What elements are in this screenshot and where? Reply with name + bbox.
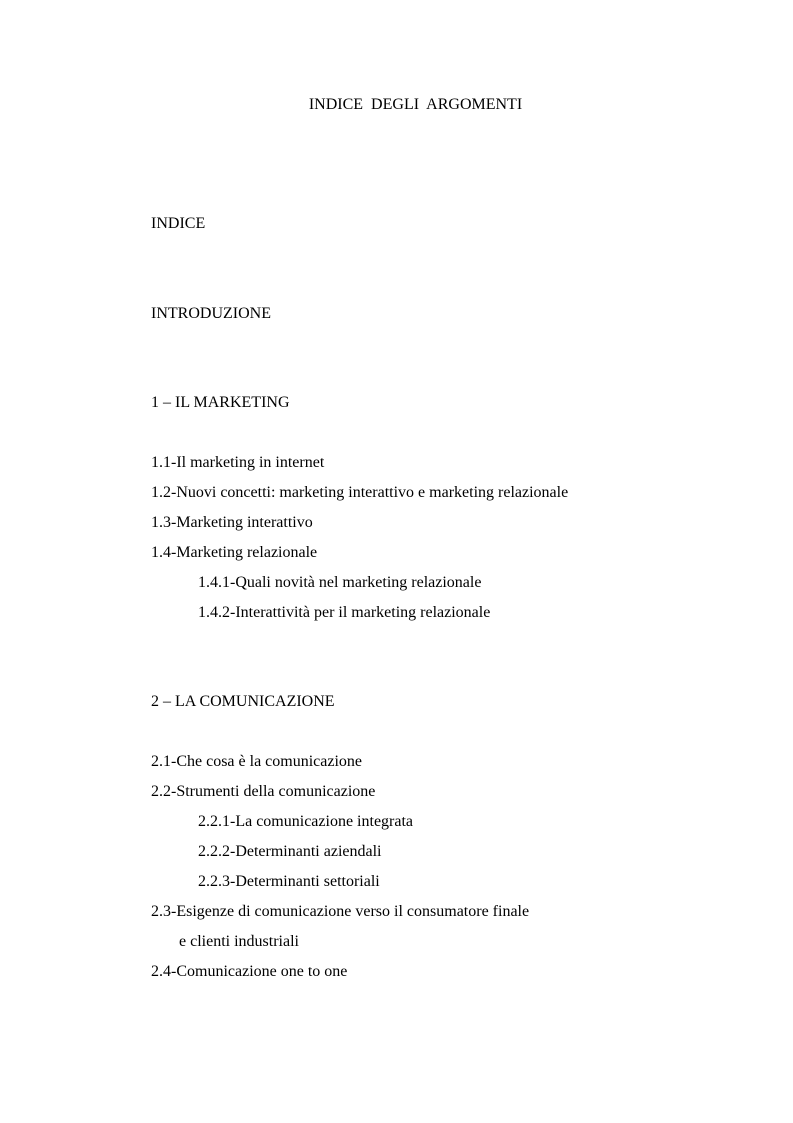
toc-entry-1-4: 1.4-Marketing relazionale xyxy=(151,544,318,561)
toc-entry-2-2-1: 2.2.1-La comunicazione integrata xyxy=(198,813,414,830)
toc-entry-1-1: 1.1-Il marketing in internet xyxy=(151,454,325,471)
toc-chapter-2: 2 – LA COMUNICAZIONE xyxy=(151,693,335,710)
toc-entry-introduzione: INTRODUZIONE xyxy=(151,305,271,322)
toc-entry-2-2: 2.2-Strumenti della comunicazione xyxy=(151,783,376,800)
toc-entry-1-4-1: 1.4.1-Quali novità nel marketing relazionale xyxy=(198,574,482,591)
toc-entry-2-1: 2.1-Che cosa è la comunicazione xyxy=(151,753,363,770)
toc-entry-2-3-continued: e clienti industriali xyxy=(179,933,299,950)
toc-entry-1-4-2: 1.4.2-Interattività per il marketing relazionale xyxy=(198,604,491,621)
toc-entry-2-4: 2.4-Comunicazione one to one xyxy=(151,963,348,980)
toc-entry-2-2-3: 2.2.3-Determinanti settoriali xyxy=(198,873,380,890)
page-title: INDICE DEGLI ARGOMENTI xyxy=(308,96,523,113)
toc-entry-2-2-2: 2.2.2-Determinanti aziendali xyxy=(198,843,382,860)
toc-entry-1-3: 1.3-Marketing interattivo xyxy=(151,514,313,531)
toc-chapter-1: 1 – IL MARKETING xyxy=(151,394,290,411)
toc-entry-indice: INDICE xyxy=(151,215,206,232)
toc-entry-1-2: 1.2-Nuovi concetti: marketing interattivo e marketing relazionale xyxy=(151,484,569,501)
toc-entry-2-3: 2.3-Esigenze di comunicazione verso il consumatore finale xyxy=(151,903,530,920)
